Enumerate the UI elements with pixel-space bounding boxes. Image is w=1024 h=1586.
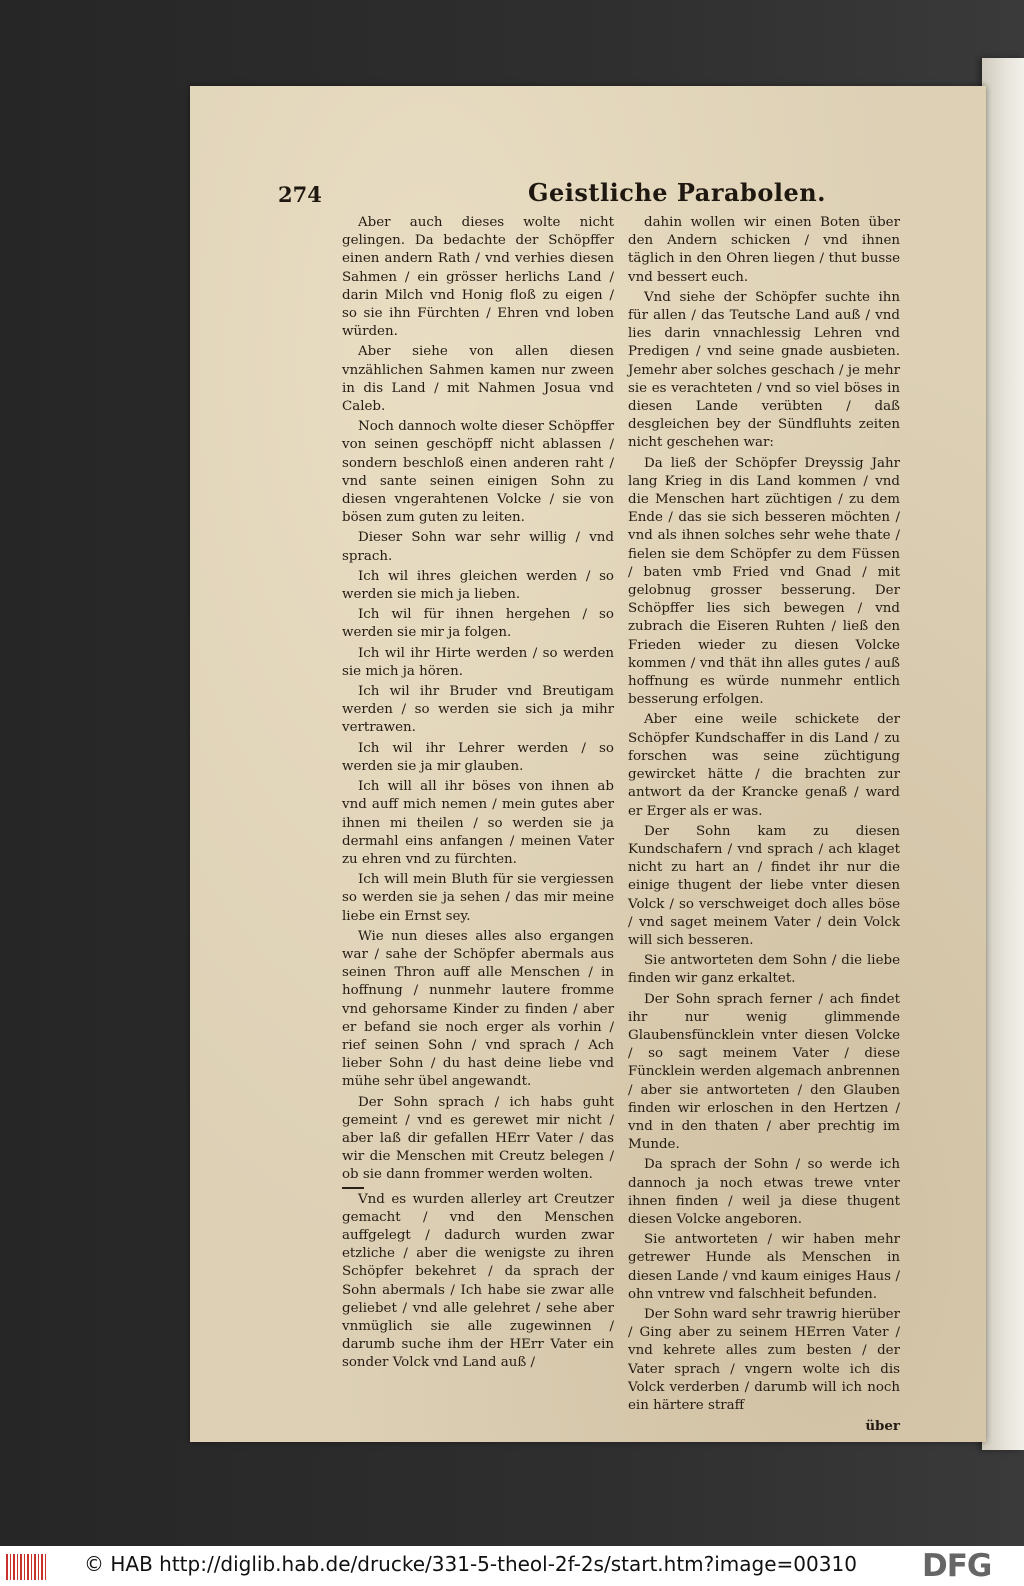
- paragraph: Ich wil ihr Lehrer werden / so werden sie ja mir glauben.: [342, 740, 614, 774]
- paragraph: Vnd siehe der Schöpfer suchte ihn für allen / das Teutsche Land auß / vnd lies darin vnnachlessig Lehren vnd Predigen / vnd seine gnade ausbieten. Jemehr aber solches geschach / je mehr sie es verachteten / vnd so viel böses in diesen Lande verübten / daß desgleichen bey der Sündfluhts zeiten nicht geschehen war:: [628, 289, 900, 451]
- paragraph: Aber siehe von allen diesen vnzählichen Sahmen kamen nur zween in dis Land / mit Nahmen Josua vnd Caleb.: [342, 344, 614, 415]
- right-column: [628, 214, 900, 1437]
- paragraph: Ich wil ihres gleichen werden / so werden sie mich ja lieben.: [342, 568, 614, 603]
- paragraph: dahin wollen wir einen Boten über den Andern schicken / vnd ihnen täglich in den Ohren liegen / thut busse vnd bessert euch.: [628, 215, 900, 285]
- paragraph: Der Sohn sprach ferner / ach findet ihr nur wenig glimmende Glaubensfüncklein vnter diesen Volcke / so sagt meinem Vater / diese Füncklein werden algemach anbrennen / aber sie antworteten / den Glauben finden wir erloschen in den Hertzen / vnd in den thaten / aber prechtig im Munde.: [628, 991, 900, 1153]
- paragraph: Ich will all ihr böses von ihnen ab vnd auff mich nemen / mein gutes aber ihnen mi theilen / so werden sie ja dermahl eins anfangen / meinen Vater zu ehren vnd zu fürchten.: [342, 779, 614, 867]
- running-title: Geistliche Parabolen.: [528, 178, 827, 207]
- paragraph: Sie antworteten / wir haben mehr getrewer Hunde als Menschen in diesen Lande / vnd kaum einiges Haus / ohn vntrew vnd falschheit befunden.: [628, 1232, 900, 1302]
- paragraph: Ich wil ihr Hirte werden / so werden sie mich ja hören.: [342, 645, 614, 679]
- running-head: [278, 178, 838, 214]
- paragraph: Aber auch dieses wolte nicht gelingen. Da bedachte der Schöpffer einen andern Rath / vnd verhies diesen Sahmen / ein grösser herlichs Land / darin Milch vnd Honig floß zu eigen / so sie ihn Fürchten / Ehren vnd loben würden.: [342, 215, 614, 340]
- next-page-edge: [982, 58, 1024, 1450]
- catchword: über: [865, 1418, 900, 1435]
- paragraph: Da ließ der Schöpfer Dreyssig Jahr lang Krieg in dis Land kommen / vnd die Menschen hart züchtigen / zu dem Ende / das sie sich besseren möchten / vnd als ihnen solches sehr wehe thate / fielen sie dem Schöpfer zu dem Füssen / baten vmb Fried vnd Gnad / mit gelobnug grosser besserung. Der Schöpffer lies sich bewegen / vnd zubrach die Eiseren Ruhten / ließ den Frieden wieder zu diesen Volcke kommen / vnd thät ihn alles gutes / auß hoffnung es würde nunmehr entlich besserung erfolgen.: [628, 455, 900, 708]
- paragraph: Vnd es wurden allerley art Creutzer gemacht / vnd den Menschen auffgelegt / dadurch wurden zwar etzliche / aber die wenigste zu ihren Schöpfer bekehret / da sprach der Sohn abermals / Ich habe sie zwar alle geliebet / vnd alle gelehret / sehe aber vnmüglich sie alle zugewinnen / darumb suche ihm der HErr Vater ein sonder Volck vnd Land auß /: [342, 1191, 614, 1371]
- paragraph: Ich will mein Bluth für sie vergiessen so werden sie ja sehen / das mir meine liebe ein Ernst sey.: [342, 872, 614, 924]
- paragraph: Da sprach der Sohn / so werde ich dannoch ja noch etwas trewe vnter ihnen finden / weil ja diese thugent diesen Volcke angeboren.: [628, 1157, 900, 1227]
- book-page: [190, 86, 986, 1442]
- dfg-logo: DFG: [922, 1548, 992, 1584]
- paragraph: Der Sohn sprach / ich habs guht gemeint / vnd es gerewet mir nicht / aber laß dir gefallen HErr Vater / das wir die Menschen mit Creutz belegen / ob sie dann frommer werden wolten.: [342, 1094, 614, 1183]
- paragraph: Der Sohn kam zu diesen Kundschafern / vnd sprach / ach klaget nicht zu hart an / findet ihr nur die einige thugent der liebe vnter diesen Volck / so verschweiget doch alles böse / vnd saget meinem Vater / dein Volck will sich besseren.: [628, 823, 900, 948]
- barcode-icon: [6, 1554, 46, 1580]
- paragraph: Dieser Sohn war sehr willig / vnd sprach.: [342, 530, 614, 564]
- copyright-url[interactable]: © HAB http://diglib.hab.de/drucke/331-5-theol-2f-2s/start.htm?image=00310: [84, 1552, 857, 1576]
- paragraph: Noch dannoch wolte dieser Schöpffer von seinen geschöpff nicht ablassen / sondern beschloß einen anderen raht / vnd sante seinen einigen Sohn zu diesen vngerahtenen Volcke / sie von bösen zum guten zu leiten.: [342, 419, 614, 526]
- paragraph: Ich wil für ihnen hergehen / so werden sie mir ja folgen.: [342, 607, 614, 641]
- footer-bar: [0, 1546, 1024, 1586]
- hand-drawn-mark: [342, 1187, 364, 1189]
- paragraph: Aber eine weile schickete der Schöpfer Kundschaffer in dis Land / zu forschen was seine züchtigung gewircket hätte / die brachten zur antwort da der Krancke genaß / ward er Erger als er was.: [628, 712, 900, 819]
- left-column: [342, 214, 614, 1375]
- paragraph: Sie antworteten dem Sohn / die liebe finden wir ganz erkaltet.: [628, 953, 900, 987]
- paragraph: Wie nun dieses alles also ergangen war / sahe der Schöpfer abermals aus seinen Thron auff alle Menschen / in hoffnung / nunmehr lautere fromme vnd gehorsame Kinder zu finden / aber er befand sie noch erger als vorhin / rief seinen Sohn / vnd sprach / Ach lieber Sohn / du hast deine liebe vnd mühe sehr übel angewandt.: [342, 928, 614, 1090]
- paragraph: Der Sohn ward sehr trawrig hierüber / Ging aber zu seinem HErren Vater / vnd kehrete alles zum besten / der Vater sprach / vngern wolte ich dis Volck verderben / darumb will ich noch ein härtere straff: [628, 1306, 900, 1413]
- paragraph: Ich wil ihr Bruder vnd Breutigam werden / so werden sie sich ja mihr vertrawen.: [342, 684, 614, 736]
- page-number: 274: [278, 182, 322, 207]
